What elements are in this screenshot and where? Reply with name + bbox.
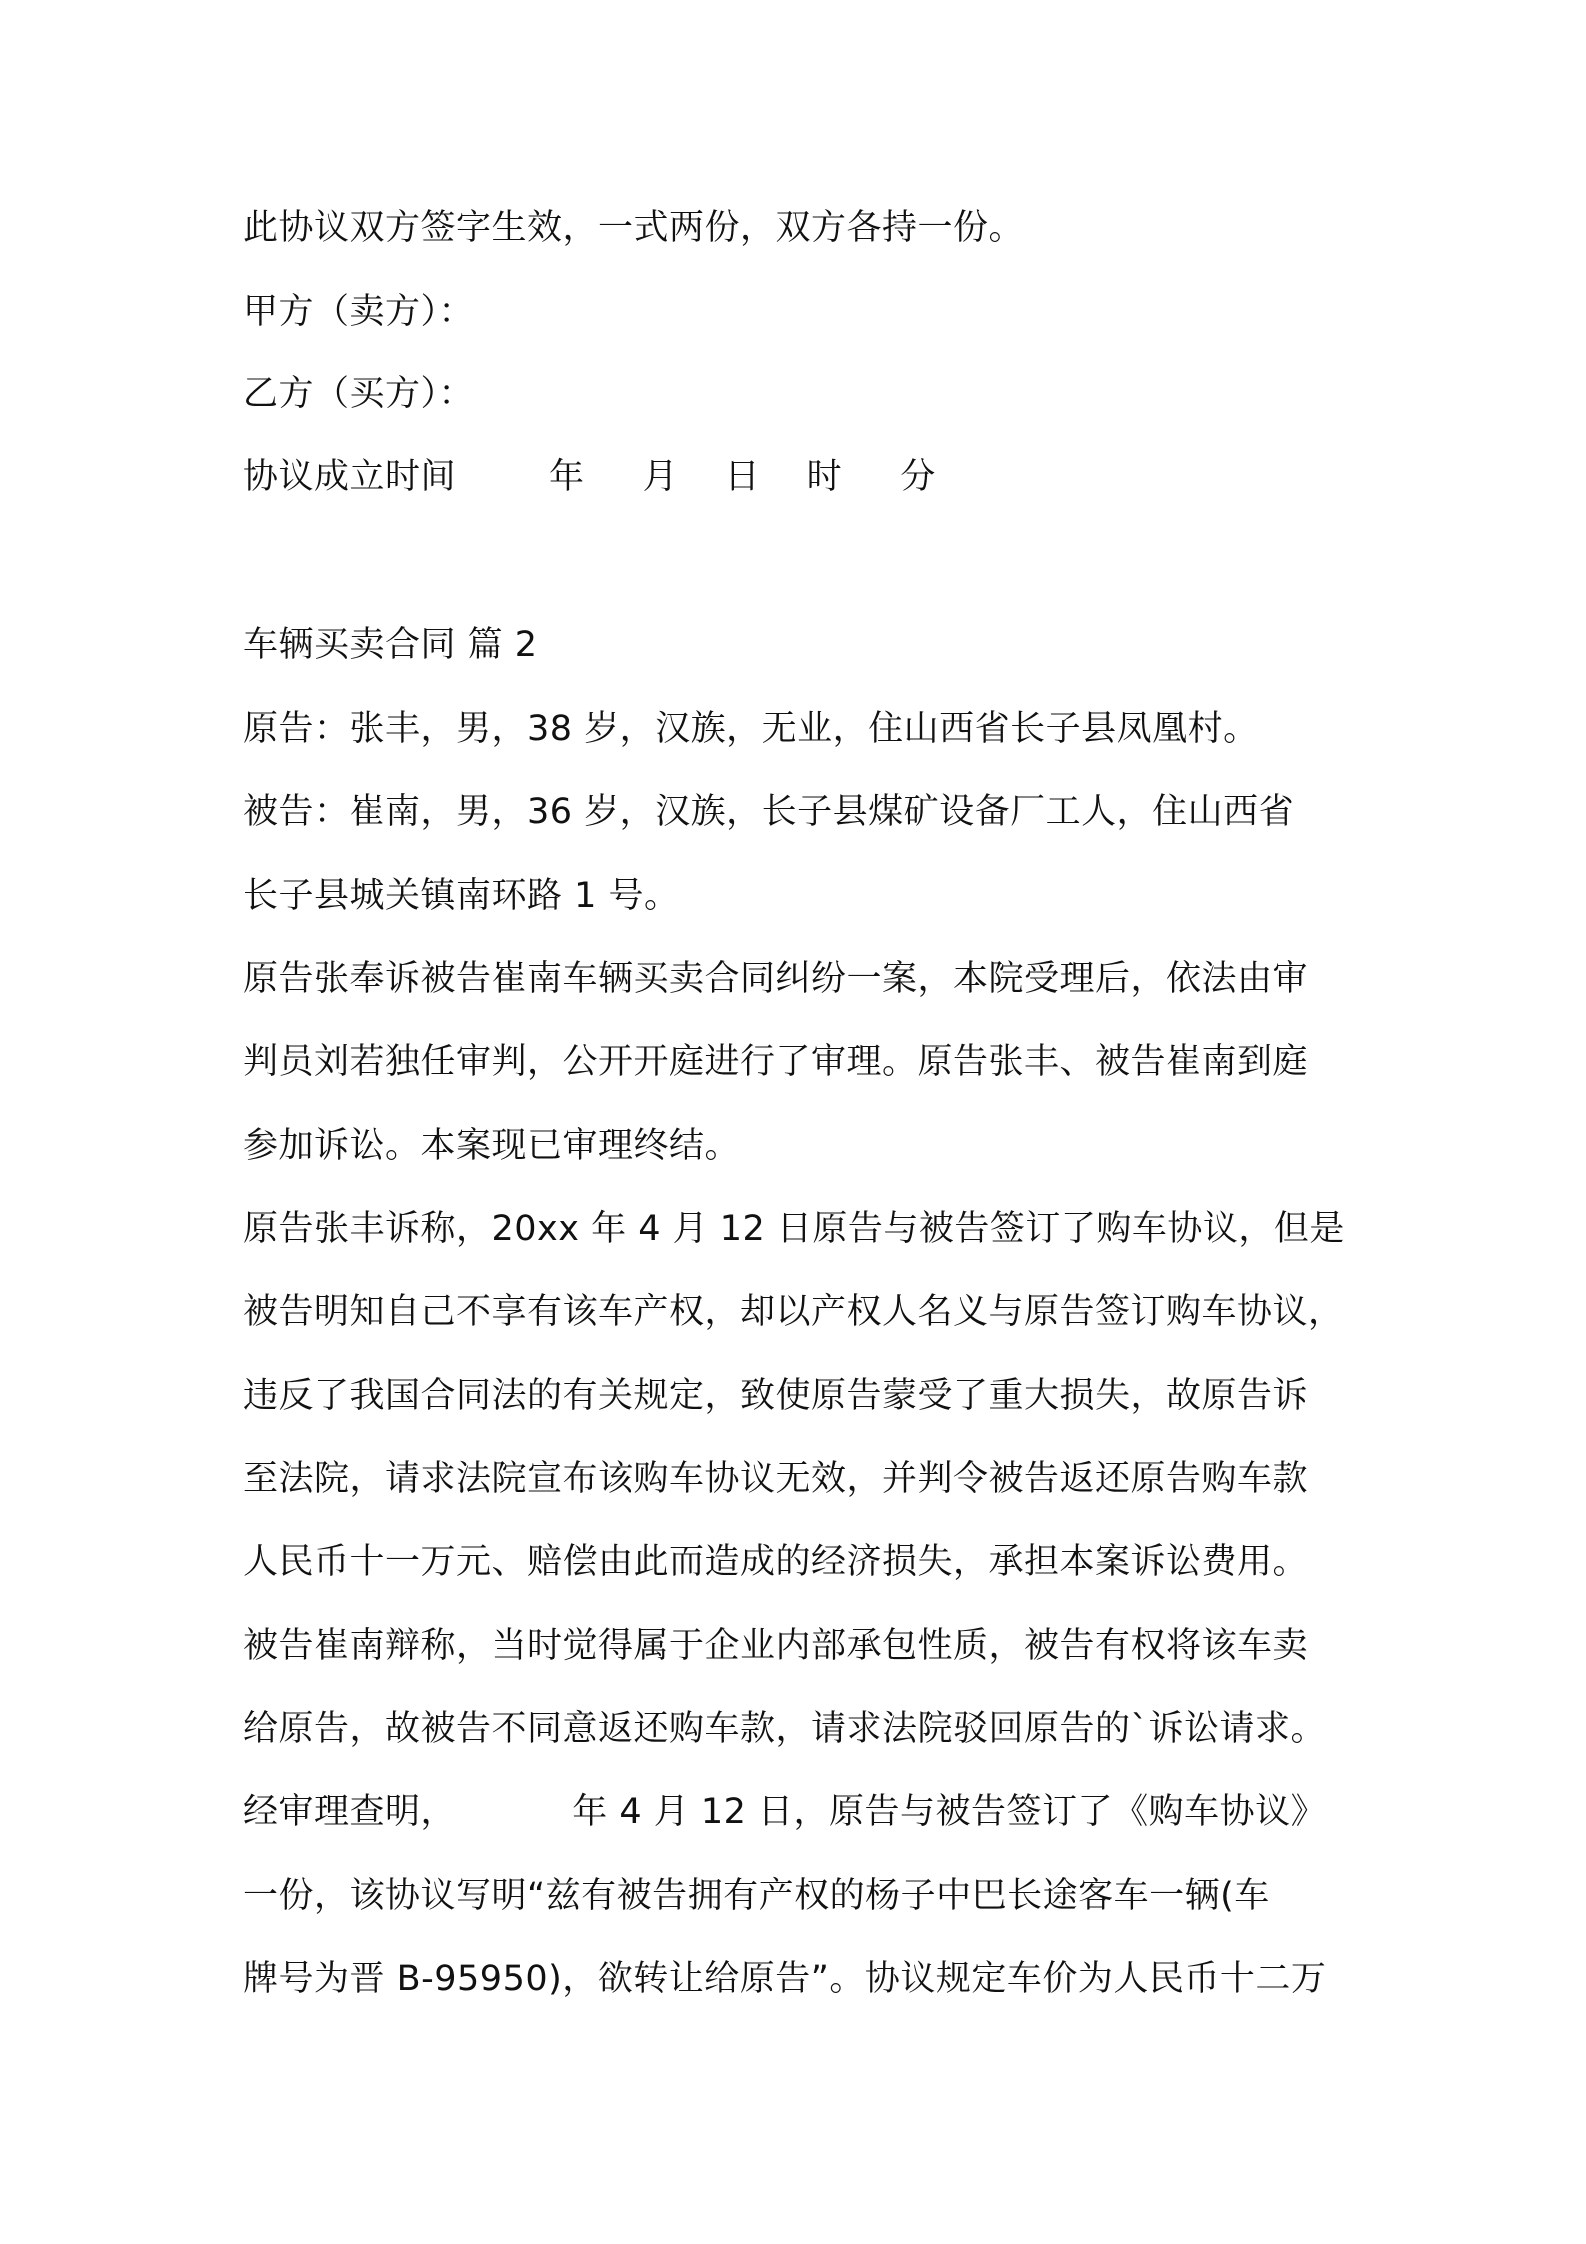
text-line: 原告张奉诉被告崔南车辆买卖合同纠纷一案，本院受理后，依法由审 — [243, 959, 1309, 999]
text-line: 被告崔南辩称，当时觉得属于企业内部承包性质，被告有权将该车卖 — [243, 1626, 1309, 1666]
text-line: 判员刘若独任审判，公开开庭进行了审理。原告张丰、被告崔南到庭 — [243, 1042, 1309, 1082]
text-line: 此协议双方签字生效，一式两份，双方各持一份。 — [243, 208, 1025, 248]
text-line: 被告：崔南，男，36 岁，汉族，长子县煤矿设备厂工人，住山西省 — [243, 792, 1295, 832]
text-line: 原告：张丰，男，38 岁，汉族，无业，住山西省长子县凤凰村。 — [243, 709, 1259, 749]
text-line: 人民币十一万元、赔偿由此而造成的经济损失，承担本案诉讼费用。 — [243, 1542, 1309, 1582]
text-line: 原告张丰诉称，20xx 年 4 月 12 日原告与被告签订了购车协议，但是 — [243, 1209, 1345, 1249]
text-line: 牌号为晋 B-95950)，欲转让给原告”。协议规定车价为人民币十二万 — [243, 1959, 1327, 1999]
text-line: 被告明知自己不享有该车产权，却以产权人名义与原告签订购车协议， — [243, 1292, 1344, 1332]
text-line: 甲方（卖方）： — [243, 292, 475, 332]
text-line: 长子县城关镇南环路 1 号。 — [243, 876, 680, 916]
text-line: 给原告，故被告不同意返还购车款，请求法院驳回原告的`诉讼请求。 — [243, 1709, 1327, 1749]
section-heading: 车辆买卖合同 篇 2 — [243, 625, 538, 665]
text-line: 参加诉讼。本案现已审理终结。 — [243, 1126, 741, 1166]
text-line: 协议成立时间 年 月 日 时 分 — [243, 457, 936, 497]
text-line: 至法院，请求法院宣布该购车协议无效，并判令被告返还原告购车款 — [243, 1459, 1309, 1499]
text-line: 乙方（买方）： — [243, 374, 475, 414]
text-line: 一份，该协议写明“兹有被告拥有产权的杨子中巴长途客车一辆(车 — [243, 1876, 1270, 1916]
text-line: 违反了我国合同法的有关规定，致使原告蒙受了重大损失，故原告诉 — [243, 1376, 1309, 1416]
text-line: 经审理查明， 年 4 月 12 日，原告与被告签订了《购车协议》 — [243, 1792, 1327, 1832]
